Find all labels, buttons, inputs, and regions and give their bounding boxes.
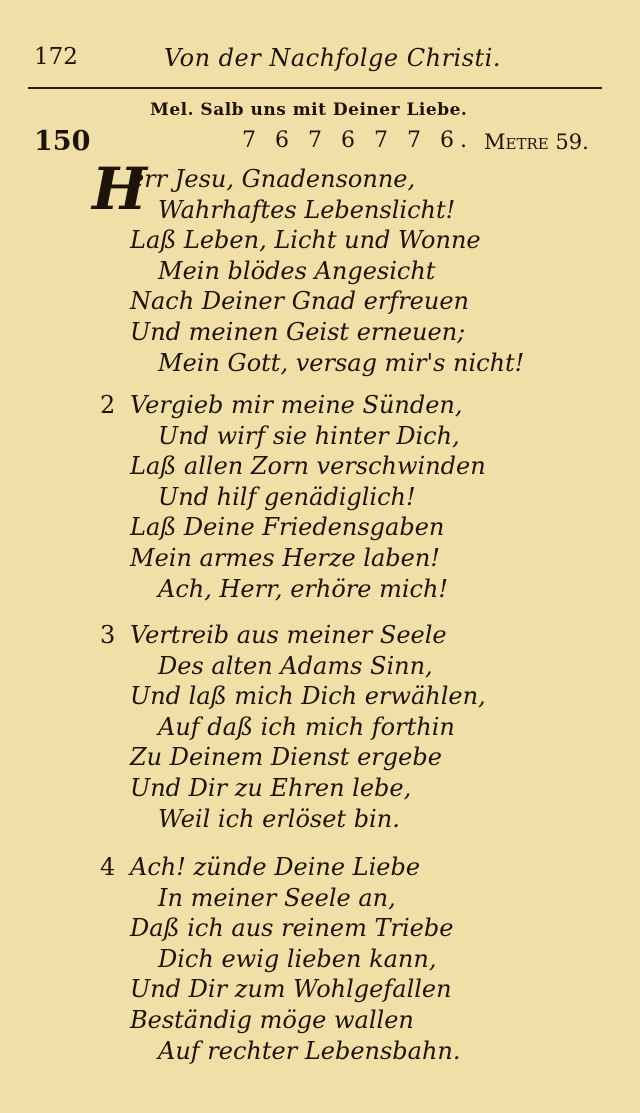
verse-line: Des alten Adams Sinn, bbox=[158, 651, 433, 680]
meter-numbers: 7 6 7 6 7 7 6. bbox=[242, 128, 473, 153]
drop-cap: H bbox=[92, 155, 147, 223]
verse-line: Dich ewig lieben kann, bbox=[158, 944, 437, 973]
verse-line: Zu Deinem Dienst ergebe bbox=[130, 743, 442, 772]
verse-line: Vertreib aus meiner Seele bbox=[130, 621, 447, 649]
page-header bbox=[34, 44, 600, 84]
verse-line: Und laß mich Dich erwählen, bbox=[130, 682, 486, 711]
verse-line: Daß ich aus reinem Triebe bbox=[130, 914, 454, 943]
melody-indication: Mel. Salb uns mit Deiner Liebe. bbox=[150, 100, 468, 120]
verse-line: Und meinen Geist erneuen; bbox=[130, 318, 466, 346]
verse-line: Laß Leben, Licht und Wonne bbox=[130, 226, 481, 255]
meter-label: Metre 59. bbox=[484, 130, 589, 154]
verse-line: Weil ich erlöset bin. bbox=[158, 804, 400, 833]
verse-line: Mein armes Herze laben! bbox=[130, 544, 440, 572]
verse-line: Beständig möge wallen bbox=[130, 1006, 414, 1034]
verse-line: Vergieb mir meine Sünden, bbox=[130, 391, 463, 419]
verse-line: err Jesu, Gnadensonne, bbox=[130, 165, 416, 193]
stanza-number: 2 bbox=[100, 391, 116, 419]
running-title: Von der Nachfolge Christi. bbox=[164, 44, 501, 72]
verse-line: Und Dir zum Wohlgefallen bbox=[130, 975, 452, 1004]
verse-line: Und hilf genädiglich! bbox=[158, 482, 416, 511]
verse-line: Laß Deine Friedensgaben bbox=[130, 513, 445, 542]
verse-line: Ach! zünde Deine Liebe bbox=[130, 853, 421, 881]
verse-line: Mein Gott, versag mir's nicht! bbox=[158, 348, 525, 377]
verse-line: Auf daß ich mich forthin bbox=[158, 712, 455, 741]
verse-line: Und Dir zu Ehren lebe, bbox=[130, 774, 412, 802]
verse-line: Laß allen Zorn verschwinden bbox=[130, 452, 486, 481]
hymn-number: 150 bbox=[34, 126, 91, 157]
verse-line: Mein blödes Angesicht bbox=[158, 256, 436, 285]
page-number: 172 bbox=[34, 44, 78, 70]
stanza-number: 4 bbox=[100, 853, 116, 881]
verse-line: Ach, Herr, erhöre mich! bbox=[158, 574, 449, 603]
verse-line: Wahrhaftes Lebenslicht! bbox=[158, 195, 456, 224]
verse-line: Nach Deiner Gnad erfreuen bbox=[130, 287, 469, 316]
header-rule bbox=[28, 87, 602, 89]
verse-line: Auf rechter Lebensbahn. bbox=[158, 1036, 461, 1065]
verse-line: In meiner Seele an, bbox=[158, 883, 396, 912]
verse-line: Und wirf sie hinter Dich, bbox=[158, 421, 460, 450]
stanza-number: 3 bbox=[100, 621, 116, 649]
